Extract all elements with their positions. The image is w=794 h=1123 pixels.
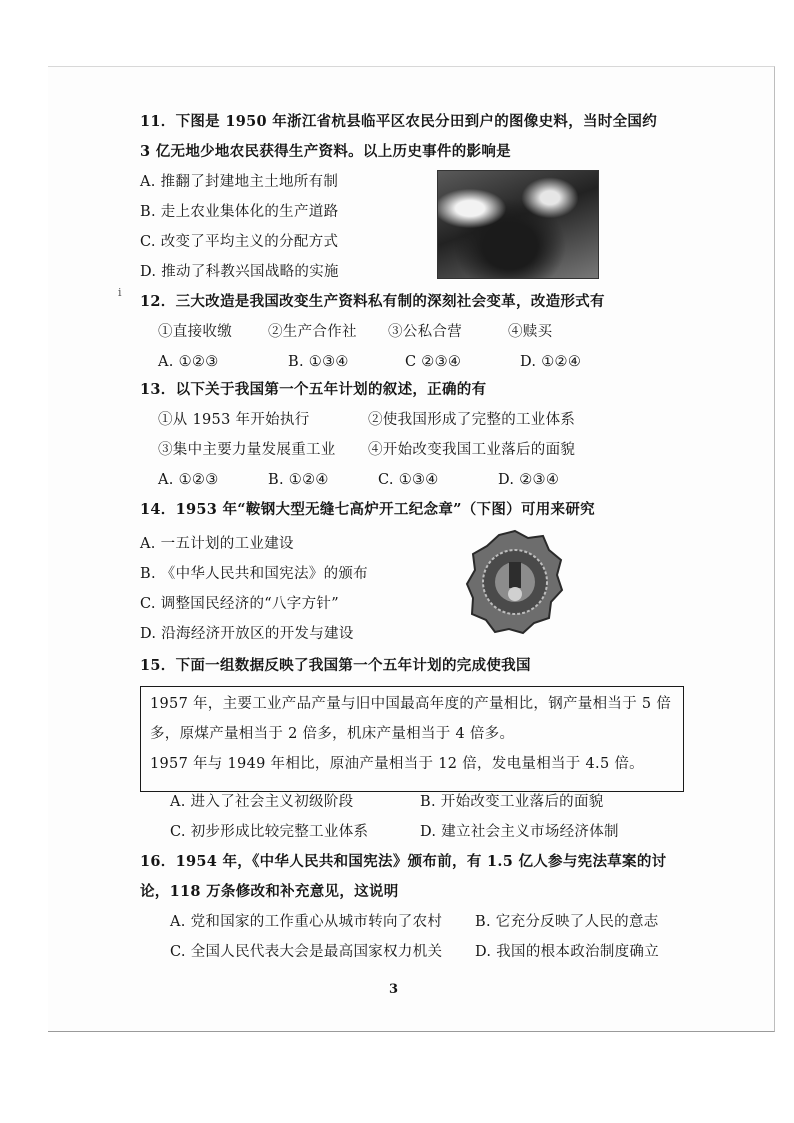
page-number: 3: [389, 982, 399, 997]
q12-stem: 12．三大改造是我国改变生产资料私有制的深刻社会变革，改造形式有: [140, 293, 605, 310]
q12-item-2: ②生产合作社: [268, 324, 357, 340]
q15-option-b[interactable]: B. 开始改变工业落后的面貌: [420, 794, 604, 810]
q13-item-3: ③集中主要力量发展重工业: [158, 442, 336, 458]
q12-item-1: ①直接收缴: [158, 324, 232, 340]
q16-stem-line2: 论，118 万条修改和补充意见，这说明: [140, 883, 399, 900]
q15-stem: 15．下面一组数据反映了我国第一个五年计划的完成使我国: [140, 657, 531, 674]
q14-option-c[interactable]: C. 调整国民经济的“八字方针”: [140, 596, 339, 612]
q14-option-a[interactable]: A. 一五计划的工业建设: [140, 536, 294, 552]
q16-option-d[interactable]: D. 我国的根本政治制度确立: [475, 944, 660, 960]
q16-option-c[interactable]: C. 全国人民代表大会是最高国家权力机关: [170, 944, 443, 960]
q15-data-line2: 多，原煤产量相当于 2 倍多，机床产量相当于 4 倍多。: [150, 726, 515, 742]
q13-item-1: ①从 1953 年开始执行: [158, 412, 310, 428]
q12-option-a[interactable]: A. ①②③: [158, 354, 219, 370]
anshan-steel-commemorative-badge: [465, 528, 565, 636]
q13-item-2: ②使我国形成了完整的工业体系: [368, 412, 576, 428]
q11-stem-line2: 3 亿无地少地农民获得生产资料。以上历史事件的影响是: [140, 143, 511, 160]
q14-option-b[interactable]: B. 《中华人民共和国宪法》的颁布: [140, 566, 368, 582]
land-reform-photo: [437, 170, 599, 279]
q12-item-4: ④赎买: [508, 324, 553, 340]
q13-option-b[interactable]: B. ①②④: [268, 472, 329, 488]
q11-option-c[interactable]: C. 改变了平均主义的分配方式: [140, 234, 339, 250]
q13-option-c[interactable]: C. ①③④: [378, 472, 439, 488]
q11-option-d[interactable]: D. 推动了科教兴国战略的实施: [140, 264, 339, 280]
q13-stem: 13．以下关于我国第一个五年计划的叙述，正确的有: [140, 381, 487, 398]
q13-item-4: ④开始改变我国工业落后的面貌: [368, 442, 576, 458]
q13-option-a[interactable]: A. ①②③: [158, 472, 219, 488]
q15-data-line1: 1957 年，主要工业产品产量与旧中国最高年度的产量相比，钢产量相当于 5 倍: [150, 696, 672, 712]
q11-option-a[interactable]: A. 推翻了封建地主土地所有制: [140, 174, 339, 190]
q15-option-c[interactable]: C. 初步形成比较完整工业体系: [170, 824, 369, 840]
q15-option-d[interactable]: D. 建立社会主义市场经济体制: [420, 824, 619, 840]
scan-mark: i: [118, 286, 122, 299]
q11-option-b[interactable]: B. 走上农业集体化的生产道路: [140, 204, 339, 220]
q12-option-d[interactable]: D. ①②④: [520, 354, 582, 370]
q14-option-d[interactable]: D. 沿海经济开放区的开发与建设: [140, 626, 354, 642]
q11-stem-line1: 11．下图是 1950 年浙江省杭县临平区农民分田到户的图像史料，当时全国约: [140, 113, 658, 130]
q12-option-b[interactable]: B. ①③④: [288, 354, 349, 370]
q12-item-3: ③公私合营: [388, 324, 462, 340]
q16-stem-line1: 16．1954 年，《中华人民共和国宪法》颁布前，有 1.5 亿人参与宪法草案的讨: [140, 853, 667, 870]
q16-option-b[interactable]: B. 它充分反映了人民的意志: [475, 914, 659, 930]
q13-option-d[interactable]: D. ②③④: [498, 472, 560, 488]
q16-option-a[interactable]: A. 党和国家的工作重心从城市转向了农村: [170, 914, 443, 930]
q15-data-line3: 1957 年与 1949 年相比，原油产量相当于 12 倍，发电量相当于 4.5 倍。: [150, 756, 644, 772]
q15-option-a[interactable]: A. 进入了社会主义初级阶段: [170, 794, 354, 810]
q12-option-c[interactable]: C ②③④: [405, 354, 462, 370]
q14-stem: 14．1953 年“鞍钢大型无缝七高炉开工纪念章”（下图）可用来研究: [140, 501, 595, 518]
